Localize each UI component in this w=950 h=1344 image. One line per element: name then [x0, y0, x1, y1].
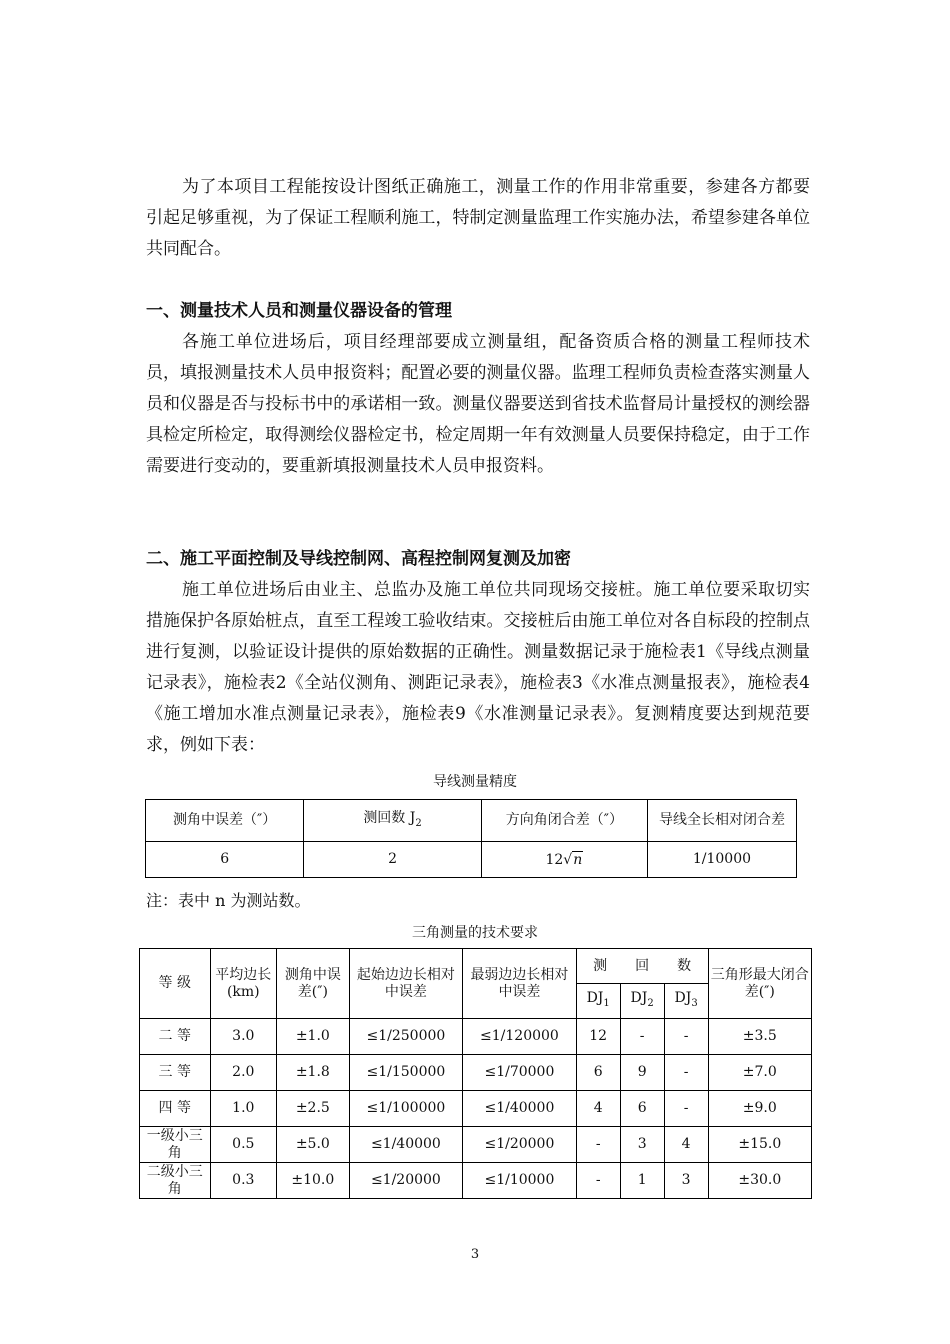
- section1-heading: 一、测量技术人员和测量仪器设备的管理: [146, 301, 452, 321]
- table2-cell: ≤1/10000: [463, 1163, 577, 1199]
- table2-cell: ±10.0: [277, 1163, 350, 1199]
- table2-cell: ≤1/150000: [349, 1055, 463, 1091]
- table2-cell: ≤1/20000: [349, 1163, 463, 1199]
- table-row: [140, 1127, 812, 1163]
- table2-cell: 三 等: [140, 1055, 211, 1091]
- table2-cell: 0.3: [210, 1163, 276, 1199]
- section1-paragraph: 各施工单位进场后，项目经理部要成立测量组，配备资质合格的测量工程师技术员，填报测量技术人员申报资料；配置必要的测量仪器。监理工程师负责检查落实测量人员和仪器是否与投标书中的承诺相一致。测量仪器要送到省技术监督局计量授权的测绘器具检定所检定，取得测绘仪器检定书，检定周期一年有效测量人员要保持稳定，由于工作需要进行变动的，要重新填报测量技术人员申报资料。: [146, 332, 810, 476]
- table2-cell: ±5.0: [277, 1127, 350, 1163]
- table2-cell: ±30.0: [708, 1163, 811, 1199]
- table2-cell: 3.0: [210, 1019, 276, 1055]
- table-row: [140, 1055, 812, 1091]
- table2-cell: ±9.0: [708, 1091, 811, 1127]
- traverse-precision-table: [145, 799, 797, 878]
- triangulation-requirements-table: [139, 948, 812, 1199]
- table2-cell: -: [620, 1019, 664, 1055]
- table2-cell: 1: [620, 1163, 664, 1199]
- table2-cell: -: [576, 1163, 620, 1199]
- table1-caption: 导线测量精度: [433, 774, 517, 790]
- table2-header-grade: 等 级: [140, 949, 211, 1019]
- table2-cell: ≤1/120000: [463, 1019, 577, 1055]
- table2-cell: ≤1/70000: [463, 1055, 577, 1091]
- table2-header-avg-side: 平均边长(km): [210, 949, 276, 1019]
- table1-cell: 2: [304, 842, 481, 878]
- table2-cell: ≤1/40000: [463, 1091, 577, 1127]
- table1-header-relative-closure: 导线全长相对闭合差: [647, 800, 796, 842]
- table2-cell: 四 等: [140, 1091, 211, 1127]
- table2-cell: -: [664, 1091, 708, 1127]
- table2-cell: 1.0: [210, 1091, 276, 1127]
- table2-cell: 4: [576, 1091, 620, 1127]
- table2-cell: 3: [620, 1127, 664, 1163]
- table2-cell: ≤1/20000: [463, 1127, 577, 1163]
- table2-cell: ±1.8: [277, 1055, 350, 1091]
- table2-cell: 2.0: [210, 1055, 276, 1091]
- table2-cell: ±1.0: [277, 1019, 350, 1055]
- table2-cell: -: [576, 1127, 620, 1163]
- table2-header-dj3: $DJ_3$: [664, 984, 708, 1019]
- table1-header-closure: 方向角闭合差（″）: [481, 800, 647, 842]
- table2-cell: 4: [664, 1127, 708, 1163]
- table1-header-angle-error: 测角中误差（″）: [146, 800, 304, 842]
- page-number: 3: [470, 1247, 480, 1262]
- table2-cell: 12: [576, 1019, 620, 1055]
- table2-header-start-side: 起始边边长相对中误差: [349, 949, 463, 1019]
- table2-cell: ±3.5: [708, 1019, 811, 1055]
- table2-cell: 二级小三角: [140, 1163, 211, 1199]
- table2-header-weak-side: 最弱边边长相对中误差: [463, 949, 577, 1019]
- table2-cell: 6: [576, 1055, 620, 1091]
- table1-cell: 6: [146, 842, 304, 878]
- table1-cell-sqrt: 12√n: [481, 842, 647, 878]
- table1-cell: 1/10000: [647, 842, 796, 878]
- table2-cell: 二 等: [140, 1019, 211, 1055]
- table2-cell: 9: [620, 1055, 664, 1091]
- table1-header-rounds: 测回数 $J_2$: [304, 800, 481, 842]
- table2-header-dj2: $DJ_2$: [620, 984, 664, 1019]
- table2-cell: ±15.0: [708, 1127, 811, 1163]
- table2-cell: 一级小三角: [140, 1127, 211, 1163]
- table2-cell: -: [664, 1019, 708, 1055]
- table2-cell: 0.5: [210, 1127, 276, 1163]
- table2-cell: ±7.0: [708, 1055, 811, 1091]
- table2-cell: -: [664, 1055, 708, 1091]
- table2-cell: 3: [664, 1163, 708, 1199]
- table2-cell: ≤1/100000: [349, 1091, 463, 1127]
- table2-header-rounds: 测 回 数: [576, 949, 708, 984]
- table2-header-angle-error: 测角中误 差(″): [277, 949, 350, 1019]
- table2-cell: ±2.5: [277, 1091, 350, 1127]
- table2-caption: 三角测量的技术要求: [412, 925, 538, 941]
- table2-cell: ≤1/40000: [349, 1127, 463, 1163]
- table2-header-dj1: $DJ_1$: [576, 984, 620, 1019]
- table-row: [140, 1019, 812, 1055]
- section2-heading: 二、施工平面控制及导线控制网、高程控制网复测及加密: [146, 549, 571, 569]
- table2-header-closure: 三角形最大闭合差(″): [708, 949, 811, 1019]
- table2-cell: ≤1/250000: [349, 1019, 463, 1055]
- table-row: [140, 1091, 812, 1127]
- section2-paragraph: 施工单位进场后由业主、总监办及施工单位共同现场交接桩。施工单位要采取切实措施保护各原始桩点，直至工程竣工验收结束。交接桩后由施工单位对各自标段的控制点进行复测，以验证设计提供的原始数据的正确性。测量数据记录于施检表1《导线点测量记录表》，施检表2《全站仪测角、测距记录表》，施检表3《水准点测量报表》，施检表4《施工增加水准点测量记录表》，施检表9《水准测量记录表》。复测精度要达到规范要求，例如下表：: [146, 580, 810, 755]
- table-row: [140, 1163, 812, 1199]
- intro-paragraph: 为了本项目工程能按设计图纸正确施工，测量工作的作用非常重要，参建各方都要引起足够重视，为了保证工程顺利施工，特制定测量监理工作实施办法，希望参建各单位共同配合。: [146, 177, 810, 259]
- table1-note: 注：表中 n 为测站数。: [146, 891, 311, 910]
- table2-cell: 6: [620, 1091, 664, 1127]
